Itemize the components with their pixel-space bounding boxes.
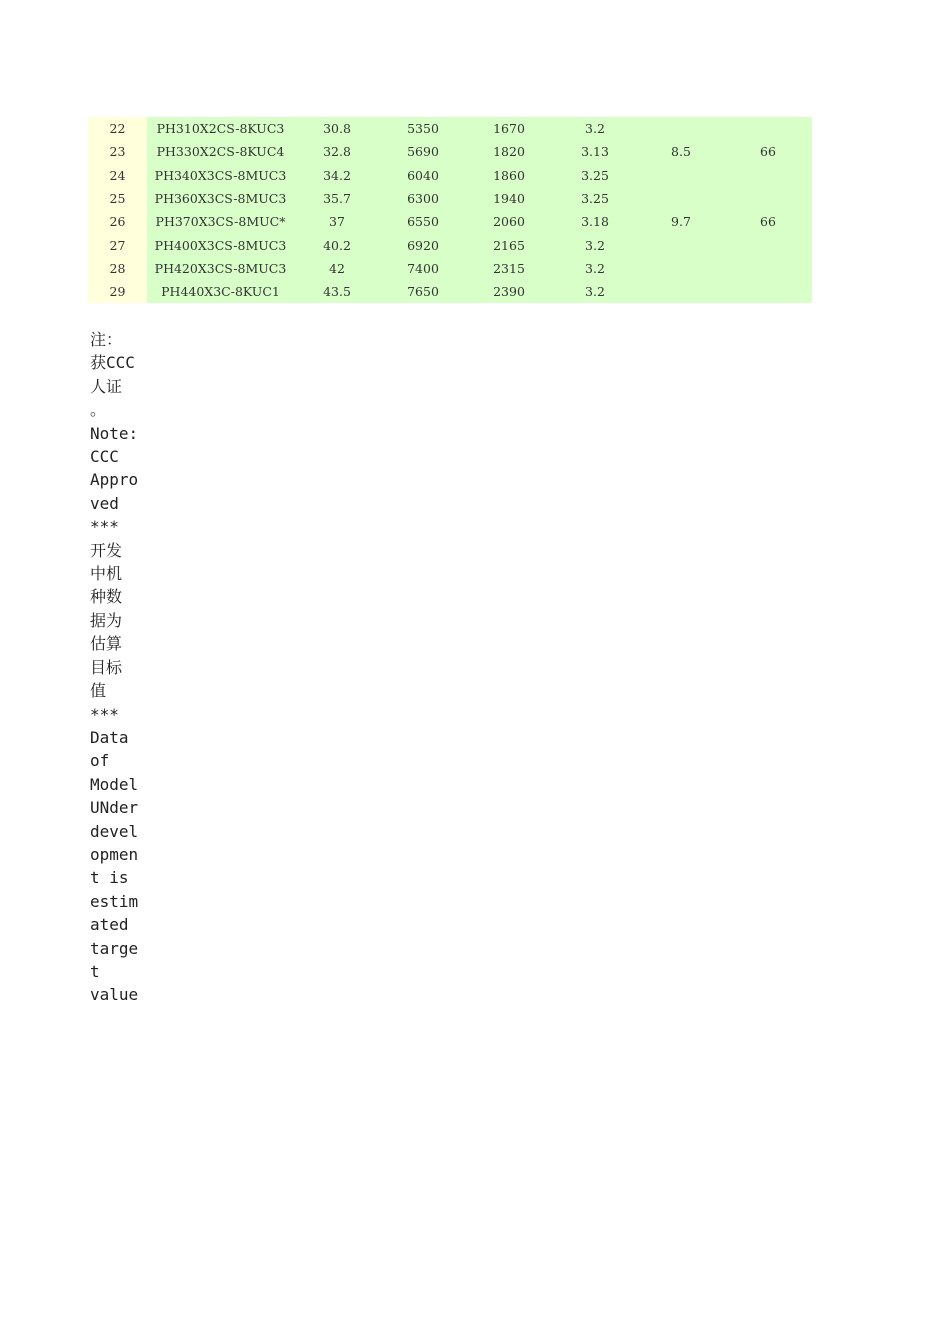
value-cell xyxy=(638,257,724,280)
value-cell: 1820 xyxy=(466,140,552,163)
row-number: 24 xyxy=(88,164,147,187)
note-line: devel xyxy=(90,821,139,841)
value-cell: 3.25 xyxy=(552,187,638,210)
value-cell: 40.2 xyxy=(294,233,380,256)
value-cell: 1670 xyxy=(466,117,552,140)
note-line: ved xyxy=(90,493,119,513)
value-cell: 34.2 xyxy=(294,164,380,187)
value-cell xyxy=(638,280,724,303)
table-row xyxy=(88,257,812,280)
row-number: 26 xyxy=(88,210,147,233)
value-cell xyxy=(638,164,724,187)
note-line: t is xyxy=(90,868,129,888)
value-cell xyxy=(638,187,724,210)
value-cell: 35.7 xyxy=(294,187,380,210)
model-cell: PH360X3CS-8MUC3 xyxy=(147,187,294,210)
model-cell: PH330X2CS-8KUC4 xyxy=(147,140,294,163)
note-line: 据为 xyxy=(90,610,123,630)
value-cell: 2315 xyxy=(466,257,552,280)
row-number: 28 xyxy=(88,257,147,280)
value-cell xyxy=(724,257,812,280)
note-line: 估算 xyxy=(90,634,123,654)
row-number: 22 xyxy=(88,117,147,140)
value-cell: 2390 xyxy=(466,280,552,303)
value-cell: 6040 xyxy=(380,164,466,187)
value-cell xyxy=(724,187,812,210)
row-number: 23 xyxy=(88,140,147,163)
value-cell xyxy=(638,233,724,256)
value-cell: 3.18 xyxy=(552,210,638,233)
model-cell: PH340X3CS-8MUC3 xyxy=(147,164,294,187)
value-cell: 6920 xyxy=(380,233,466,256)
note-line: 开发 xyxy=(90,540,123,560)
value-cell: 6550 xyxy=(380,210,466,233)
note-line: 种数 xyxy=(90,587,123,607)
value-cell: 7650 xyxy=(380,280,466,303)
footnote xyxy=(90,328,142,1007)
value-cell: 3.2 xyxy=(552,257,638,280)
value-cell xyxy=(724,164,812,187)
note-line: opmen xyxy=(90,844,139,864)
note-line: 人证 xyxy=(90,376,123,396)
value-cell xyxy=(724,233,812,256)
note-line: value xyxy=(90,985,139,1005)
note-line: Model xyxy=(90,774,139,794)
table-row xyxy=(88,233,812,256)
value-cell: 1860 xyxy=(466,164,552,187)
note-line: Data xyxy=(90,727,129,747)
note-line: *** xyxy=(90,517,119,537)
note-line: 获CCC xyxy=(90,353,135,373)
value-cell: 3.13 xyxy=(552,140,638,163)
table-row xyxy=(88,210,812,233)
note-line: 。 xyxy=(90,400,107,420)
note-line: 目标 xyxy=(90,657,123,677)
value-cell: 2060 xyxy=(466,210,552,233)
table-row xyxy=(88,140,812,163)
note-line: 值 xyxy=(90,681,107,701)
value-cell: 1940 xyxy=(466,187,552,210)
value-cell: 66 xyxy=(724,140,812,163)
table-row xyxy=(88,187,812,210)
value-cell: 6300 xyxy=(380,187,466,210)
value-cell: 37 xyxy=(294,210,380,233)
value-cell: 9.7 xyxy=(638,210,724,233)
value-cell: 3.2 xyxy=(552,280,638,303)
value-cell: 3.25 xyxy=(552,164,638,187)
value-cell xyxy=(724,117,812,140)
value-cell: 7400 xyxy=(380,257,466,280)
note-line: Note: xyxy=(90,423,139,443)
value-cell: 3.2 xyxy=(552,233,638,256)
note-line: estim xyxy=(90,891,139,911)
value-cell: 32.8 xyxy=(294,140,380,163)
table-row xyxy=(88,280,812,303)
row-number: 29 xyxy=(88,280,147,303)
note-line: of xyxy=(90,751,110,771)
model-cell: PH440X3C-8KUC1 xyxy=(147,280,294,303)
table-row xyxy=(88,164,812,187)
value-cell xyxy=(638,117,724,140)
value-cell: 30.8 xyxy=(294,117,380,140)
row-number: 27 xyxy=(88,233,147,256)
note-line: 中机 xyxy=(90,564,123,584)
note-line: ated xyxy=(90,915,129,935)
value-cell: 42 xyxy=(294,257,380,280)
spec-table xyxy=(88,117,812,303)
note-line: UNder xyxy=(90,798,139,818)
note-line: 注： xyxy=(90,330,123,349)
value-cell: 66 xyxy=(724,210,812,233)
note-line: targe xyxy=(90,938,139,958)
model-cell: PH400X3CS-8MUC3 xyxy=(147,233,294,256)
table-row xyxy=(88,117,812,140)
value-cell: 43.5 xyxy=(294,280,380,303)
note-line: *** xyxy=(90,704,119,724)
note-line: t xyxy=(90,961,100,981)
row-number: 25 xyxy=(88,187,147,210)
value-cell: 8.5 xyxy=(638,140,724,163)
value-cell: 5350 xyxy=(380,117,466,140)
note-line: Appro xyxy=(90,470,139,490)
model-cell: PH370X3CS-8MUC* xyxy=(147,210,294,233)
value-cell xyxy=(724,280,812,303)
value-cell: 5690 xyxy=(380,140,466,163)
value-cell: 3.2 xyxy=(552,117,638,140)
model-cell: PH310X2CS-8KUC3 xyxy=(147,117,294,140)
value-cell: 2165 xyxy=(466,233,552,256)
model-cell: PH420X3CS-8MUC3 xyxy=(147,257,294,280)
note-line: CCC xyxy=(90,447,119,467)
